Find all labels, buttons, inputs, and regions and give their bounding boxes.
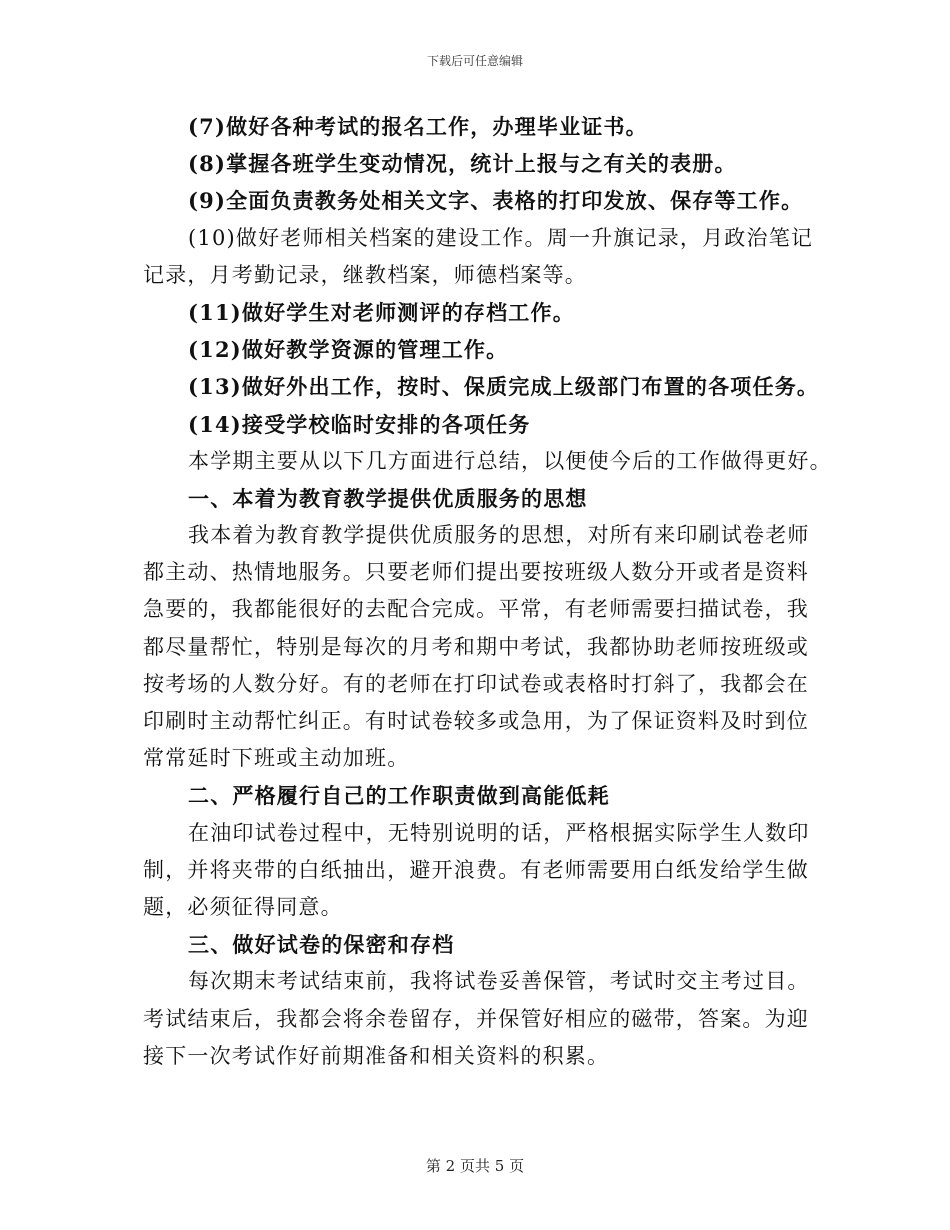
heading-line: (9)全面负责教务处相关文字、表格的打印发放、保存等工作。 — [188, 188, 804, 214]
paragraph-line: 记录，月考勤记录，继教档案，师德档案等。 — [143, 262, 587, 287]
paragraph-line: 急要的，我都能很好的去配合完成。平常，有老师需要扫描试卷，我 — [143, 597, 809, 622]
page-header: 下载后可任意编辑 — [426, 54, 523, 68]
heading-line: (12)做好教学资源的管理工作。 — [188, 337, 509, 363]
heading-line: 二、严格履行自己的工作职责做到高能低耗 — [188, 783, 610, 809]
paragraph-line: 按考场的人数分好。有的老师在打印试卷或表格时打斜了，我都会在 — [143, 671, 809, 696]
heading-line: (8)掌握各班学生变动情况，统计上报与之有关的表册。 — [188, 151, 737, 177]
document-body — [143, 108, 832, 1075]
heading-line: (14)接受学校临时安排的各项任务 — [188, 411, 531, 437]
heading-line: (7)做好各种考试的报名工作，办理毕业证书。 — [188, 114, 648, 139]
paragraph-line: 都尽量帮忙，特别是每次的月考和期中考试，我都协助老师按班级或 — [143, 634, 809, 659]
paragraph-line: 都主动、热情地服务。只要老师们提出要按班级人数分开或者是资料 — [143, 560, 809, 585]
page-footer: 第 2 页共 5 页 — [425, 1157, 525, 1175]
paragraph-line: 接下一次考试作好前期准备和相关资料的积累。 — [143, 1043, 610, 1068]
paragraph-line: 考试结束后，我都会将余卷留存，并保管好相应的磁带，答案。为迎 — [143, 1006, 809, 1031]
paragraph-line: 常常延时下班或主动加班。 — [143, 746, 410, 771]
heading-line: 三、做好试卷的保密和存档 — [188, 932, 455, 958]
heading-line: (13)做好外出工作，按时、保质完成上级部门布置的各项任务。 — [188, 374, 820, 400]
paragraph-line: 我本着为教育教学提供优质服务的思想，对所有来印刷试卷老师 — [188, 523, 810, 548]
paragraph-line: (10)做好老师相关档案的建设工作。周一升旗记录，月政治笔记 — [188, 225, 814, 250]
heading-line: 一、本着为教育教学提供优质服务的思想 — [188, 485, 588, 511]
heading-line: (11)做好学生对老师测评的存档工作。 — [188, 299, 575, 325]
paragraph-line: 在油印试卷过程中，无特别说明的话，严格根据实际学生人数印 — [188, 820, 810, 845]
paragraph-line: 印刷时主动帮忙纠正。有时试卷较多或急用，为了保证资料及时到位 — [143, 709, 809, 733]
paragraph-line: 每次期末考试结束前，我将试卷妥善保管，考试时交主考过目。 — [188, 969, 810, 994]
paragraph-line: 制，并将夹带的白纸抽出，避开浪费。有老师需要用白纸发给学生做 — [143, 857, 809, 882]
paragraph-line: 题，必须征得同意。 — [143, 894, 343, 919]
paragraph-line: 本学期主要从以下几方面进行总结，以便使今后的工作做得更好。 — [188, 448, 832, 473]
